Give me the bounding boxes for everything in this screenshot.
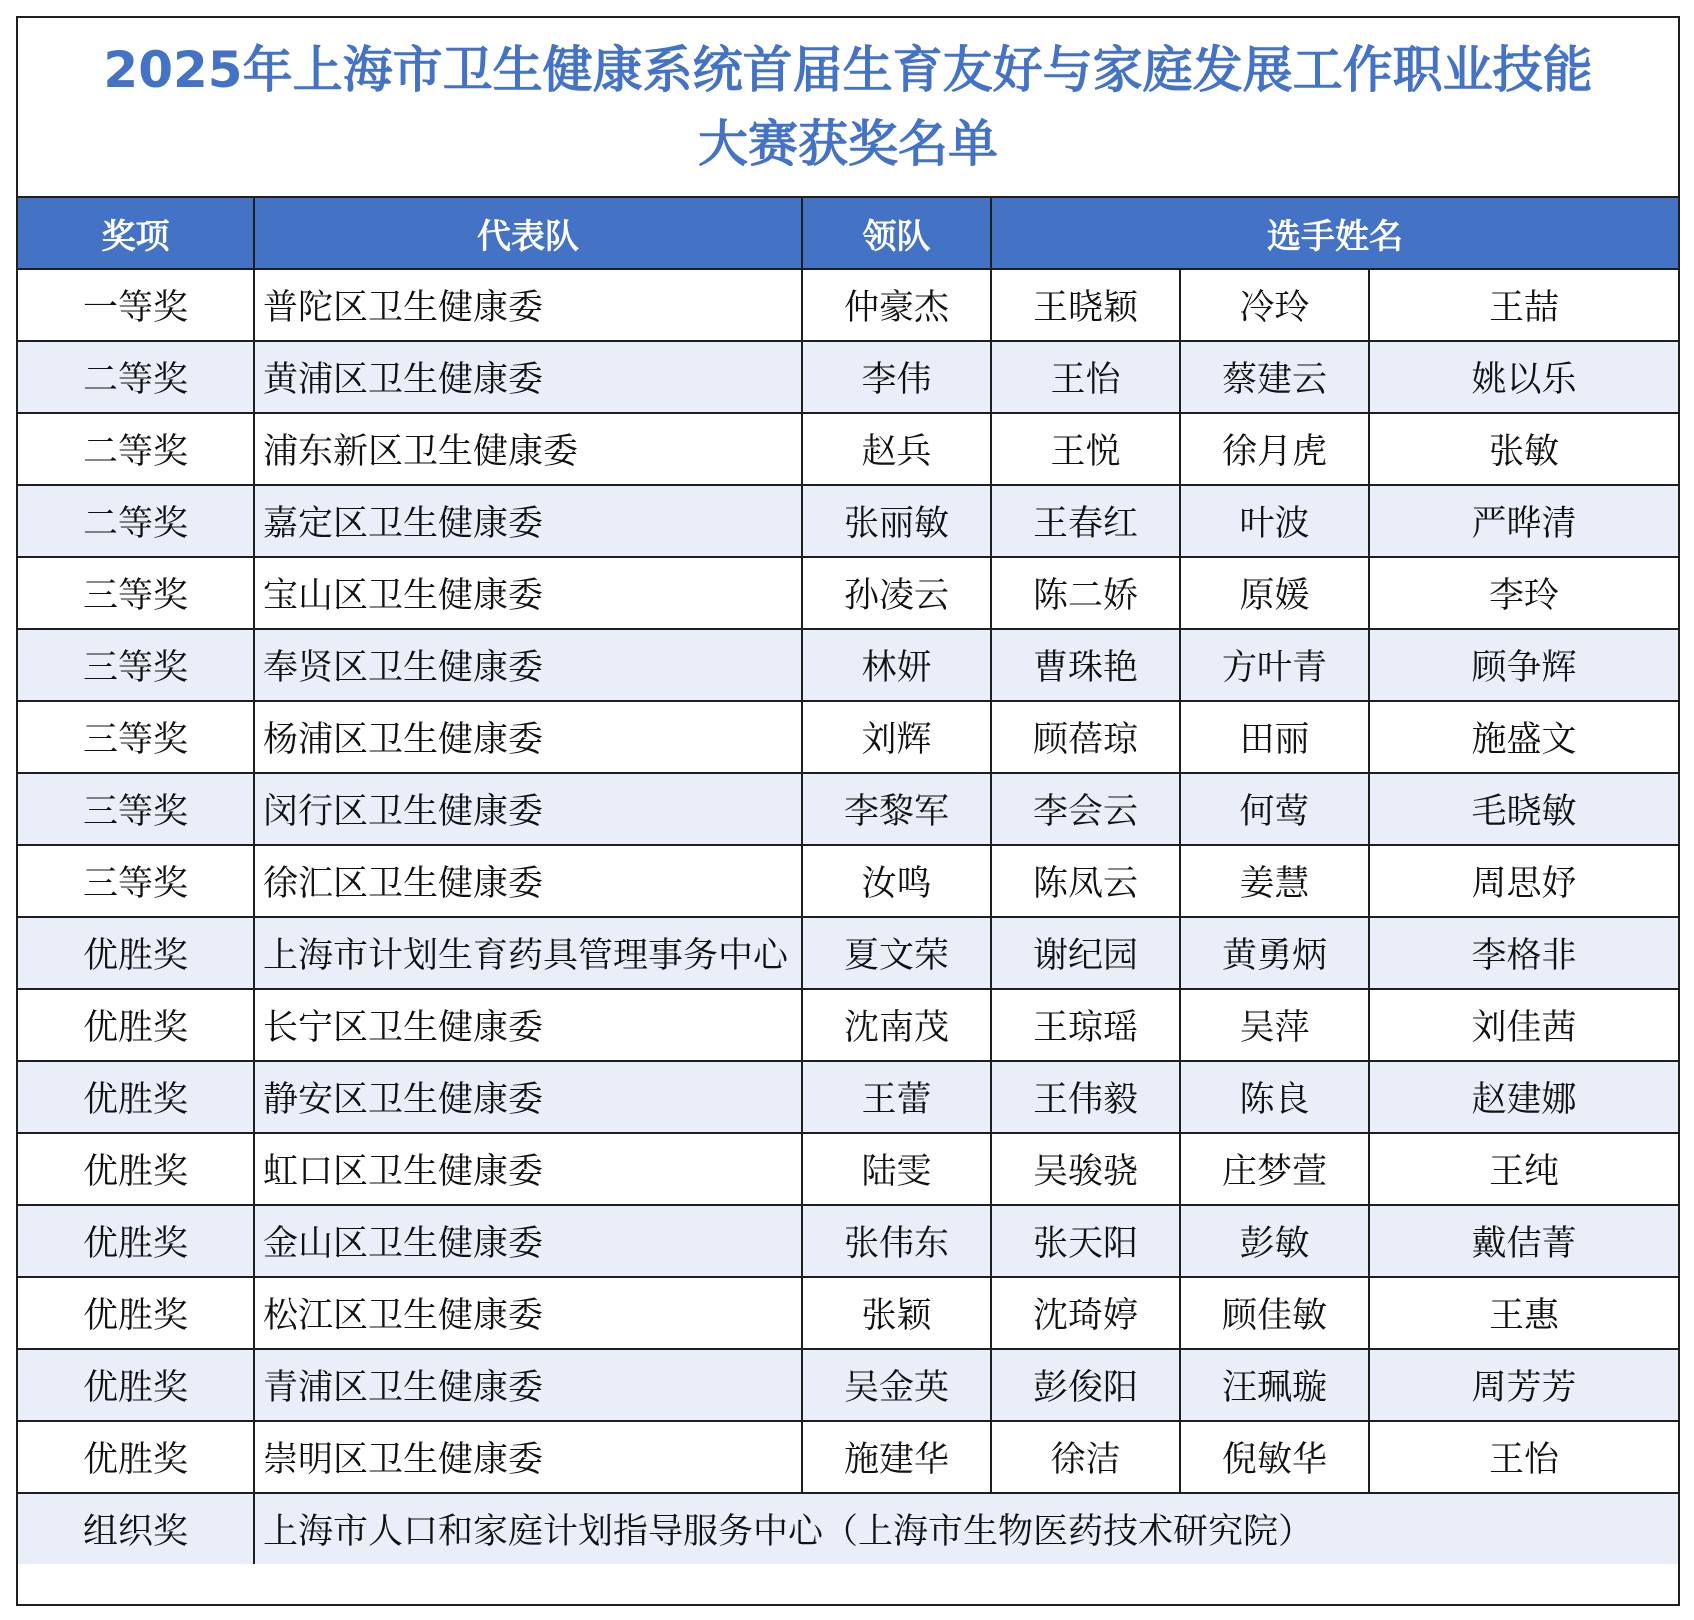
award-cell: 优胜奖 [18, 1349, 254, 1421]
team-cell: 闵行区卫生健康委 [254, 773, 802, 845]
player-cell: 方叶青 [1180, 629, 1369, 701]
table-row [18, 485, 1678, 557]
player-cell: 顾蓓琼 [991, 701, 1180, 773]
player-cell: 吴萍 [1180, 989, 1369, 1061]
player-cell: 戴佶菁 [1369, 1205, 1678, 1277]
player-cell: 吴骏骁 [991, 1133, 1180, 1205]
award-table-body [18, 269, 1678, 1564]
team-cell: 徐汇区卫生健康委 [254, 845, 802, 917]
leader-cell: 林妍 [802, 629, 991, 701]
team-cell: 宝山区卫生健康委 [254, 557, 802, 629]
player-cell: 王琼瑶 [991, 989, 1180, 1061]
player-cell: 周芳芳 [1369, 1349, 1678, 1421]
award-cell: 三等奖 [18, 629, 254, 701]
team-cell: 青浦区卫生健康委 [254, 1349, 802, 1421]
player-cell: 顾佳敏 [1180, 1277, 1369, 1349]
table-row [18, 341, 1678, 413]
player-cell: 王悦 [991, 413, 1180, 485]
page-title-line-1: 2025年上海市卫生健康系统首届生育友好与家庭发展工作职业技能 [103, 41, 1593, 99]
leader-cell: 李黎军 [802, 773, 991, 845]
leader-cell: 陆雯 [802, 1133, 991, 1205]
award-cell: 优胜奖 [18, 1277, 254, 1349]
player-cell: 彭敏 [1180, 1205, 1369, 1277]
player-cell: 陈良 [1180, 1061, 1369, 1133]
team-cell: 长宁区卫生健康委 [254, 989, 802, 1061]
player-cell: 张天阳 [991, 1205, 1180, 1277]
player-cell: 王纯 [1369, 1133, 1678, 1205]
page-title-line-2: 大赛获奖名单 [698, 115, 998, 173]
player-cell: 王春红 [991, 485, 1180, 557]
player-cell: 叶波 [1180, 485, 1369, 557]
player-cell: 李玲 [1369, 557, 1678, 629]
player-cell: 黄勇炳 [1180, 917, 1369, 989]
player-cell: 王怡 [991, 341, 1180, 413]
award-cell: 优胜奖 [18, 1061, 254, 1133]
table-row [18, 1133, 1678, 1205]
player-cell: 王怡 [1369, 1421, 1678, 1493]
team-cell: 黄浦区卫生健康委 [254, 341, 802, 413]
award-cell: 优胜奖 [18, 1133, 254, 1205]
player-cell: 施盛文 [1369, 701, 1678, 773]
leader-cell: 张丽敏 [802, 485, 991, 557]
table-row [18, 1061, 1678, 1133]
award-cell: 二等奖 [18, 485, 254, 557]
table-header-row [18, 198, 1678, 269]
table-row [18, 1349, 1678, 1421]
leader-cell: 吴金英 [802, 1349, 991, 1421]
player-cell: 曹珠艳 [991, 629, 1180, 701]
team-cell: 奉贤区卫生健康委 [254, 629, 802, 701]
table-row [18, 1421, 1678, 1493]
player-cell: 庄梦萱 [1180, 1133, 1369, 1205]
leader-cell: 夏文荣 [802, 917, 991, 989]
leader-cell: 张伟东 [802, 1205, 991, 1277]
player-cell: 姚以乐 [1369, 341, 1678, 413]
leader-cell: 仲豪杰 [802, 269, 991, 341]
player-cell: 汪珮璇 [1180, 1349, 1369, 1421]
award-list-document [16, 16, 1680, 1606]
team-cell: 杨浦区卫生健康委 [254, 701, 802, 773]
column-header-award: 奖项 [18, 198, 254, 269]
table-row [18, 413, 1678, 485]
column-header-players: 选手姓名 [991, 198, 1678, 269]
player-cell: 李格非 [1369, 917, 1678, 989]
organization-award-team-cell: 上海市人口和家庭计划指导服务中心（上海市生物医药技术研究院） [254, 1493, 1678, 1564]
player-cell: 姜慧 [1180, 845, 1369, 917]
player-cell: 王惠 [1369, 1277, 1678, 1349]
player-cell: 何莺 [1180, 773, 1369, 845]
team-cell: 普陀区卫生健康委 [254, 269, 802, 341]
player-cell: 毛晓敏 [1369, 773, 1678, 845]
leader-cell: 沈南茂 [802, 989, 991, 1061]
player-cell: 谢纪园 [991, 917, 1180, 989]
player-cell: 刘佳茜 [1369, 989, 1678, 1061]
player-cell: 周思妤 [1369, 845, 1678, 917]
team-cell: 崇明区卫生健康委 [254, 1421, 802, 1493]
player-cell: 彭俊阳 [991, 1349, 1180, 1421]
column-header-leader: 领队 [802, 198, 991, 269]
award-cell: 优胜奖 [18, 989, 254, 1061]
award-cell: 优胜奖 [18, 1421, 254, 1493]
award-cell: 三等奖 [18, 845, 254, 917]
award-cell: 三等奖 [18, 773, 254, 845]
table-row [18, 269, 1678, 341]
player-cell: 徐月虎 [1180, 413, 1369, 485]
organization-award-row [18, 1493, 1678, 1564]
team-cell: 上海市计划生育药具管理事务中心 [254, 917, 802, 989]
table-row [18, 917, 1678, 989]
table-row [18, 629, 1678, 701]
award-cell: 二等奖 [18, 413, 254, 485]
leader-cell: 李伟 [802, 341, 991, 413]
table-row [18, 557, 1678, 629]
table-row [18, 1205, 1678, 1277]
player-cell: 冷玲 [1180, 269, 1369, 341]
award-cell: 一等奖 [18, 269, 254, 341]
award-cell: 三等奖 [18, 557, 254, 629]
leader-cell: 施建华 [802, 1421, 991, 1493]
table-row [18, 701, 1678, 773]
leader-cell: 王蕾 [802, 1061, 991, 1133]
award-cell: 优胜奖 [18, 1205, 254, 1277]
player-cell: 王喆 [1369, 269, 1678, 341]
column-header-team: 代表队 [254, 198, 802, 269]
player-cell: 倪敏华 [1180, 1421, 1369, 1493]
team-cell: 静安区卫生健康委 [254, 1061, 802, 1133]
player-cell: 田丽 [1180, 701, 1369, 773]
team-cell: 嘉定区卫生健康委 [254, 485, 802, 557]
team-cell: 虹口区卫生健康委 [254, 1133, 802, 1205]
title-block [18, 18, 1678, 198]
player-cell: 张敏 [1369, 413, 1678, 485]
team-cell: 金山区卫生健康委 [254, 1205, 802, 1277]
team-cell: 浦东新区卫生健康委 [254, 413, 802, 485]
award-cell: 二等奖 [18, 341, 254, 413]
award-cell: 三等奖 [18, 701, 254, 773]
player-cell: 赵建娜 [1369, 1061, 1678, 1133]
table-row [18, 845, 1678, 917]
award-cell: 组织奖 [18, 1493, 254, 1564]
player-cell: 蔡建云 [1180, 341, 1369, 413]
leader-cell: 孙凌云 [802, 557, 991, 629]
player-cell: 陈二娇 [991, 557, 1180, 629]
leader-cell: 刘辉 [802, 701, 991, 773]
player-cell: 王晓颖 [991, 269, 1180, 341]
team-cell: 松江区卫生健康委 [254, 1277, 802, 1349]
player-cell: 沈琦婷 [991, 1277, 1180, 1349]
table-row [18, 773, 1678, 845]
player-cell: 原媛 [1180, 557, 1369, 629]
award-cell: 优胜奖 [18, 917, 254, 989]
player-cell: 李会云 [991, 773, 1180, 845]
leader-cell: 赵兵 [802, 413, 991, 485]
leader-cell: 张颖 [802, 1277, 991, 1349]
player-cell: 严晔清 [1369, 485, 1678, 557]
player-cell: 王伟毅 [991, 1061, 1180, 1133]
table-row [18, 1277, 1678, 1349]
player-cell: 徐洁 [991, 1421, 1180, 1493]
leader-cell: 汝鸣 [802, 845, 991, 917]
award-table [18, 198, 1678, 1564]
player-cell: 陈凤云 [991, 845, 1180, 917]
player-cell: 顾争辉 [1369, 629, 1678, 701]
table-row [18, 989, 1678, 1061]
